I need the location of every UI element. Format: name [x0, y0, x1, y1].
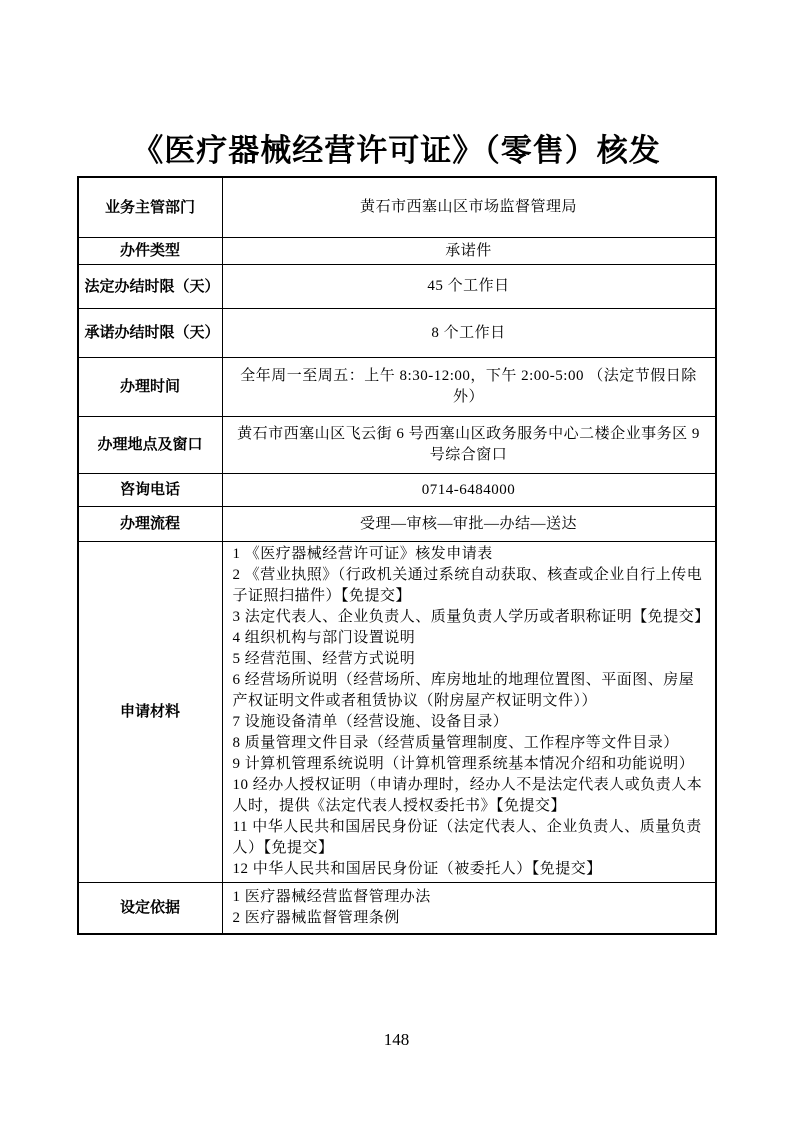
row-label-promised-limit: 承诺办结时限（天） [78, 309, 223, 358]
material-item: 10 经办人授权证明（申请办理时，经办人不是法定代表人或负责人本人时，提供《法定代表人授权委托书》【免提交】 [232, 777, 703, 814]
row-label-statutory-limit: 法定办结时限（天） [78, 265, 223, 309]
material-item: 6 经营场所说明（经营场所、库房地址的地理位置图、平面图、房屋产权证明文件或者租赁协议（附房屋产权证明文件）） [232, 672, 695, 709]
table-row [78, 417, 716, 474]
material-item: 2 《营业执照》（行政机关通过系统自动获取、核查或企业自行上传电子证照扫描件）【免提交】 [232, 567, 703, 604]
row-value-statutory-limit: 45 个工作日 [222, 265, 716, 309]
document-title: 《医疗器械经营许可证》（零售）核发 [132, 133, 661, 168]
material-item: 8 质量管理文件目录（经营质量管理制度、工作程序等文件目录） [232, 735, 679, 751]
material-item: 3 法定代表人、企业负责人、质量负责人学历或者职称证明【免提交】 [232, 609, 710, 625]
row-label-legal-basis: 设定依据 [78, 883, 223, 935]
row-value-phone: 0714-6484000 [222, 474, 716, 507]
row-label-item-type: 办件类型 [78, 238, 223, 265]
material-item: 5 经营范围、经营方式说明 [232, 651, 416, 667]
row-value-process: 受理—审核—审批—办结—送达 [222, 507, 716, 542]
material-item: 4 组织机构与部门设置说明 [232, 630, 416, 646]
row-label-phone: 咨询电话 [78, 474, 223, 507]
service-info-table [77, 176, 717, 935]
table-row [78, 507, 716, 542]
row-label-process: 办理流程 [78, 507, 223, 542]
row-value-office-hours: 全年周一至周五：上午 8:30-12:00，下午 2:00-5:00 （法定节假日除外） [222, 358, 716, 417]
row-label-location: 办理地点及窗口 [78, 417, 223, 474]
material-item: 11 中华人民共和国居民身份证（法定代表人、企业负责人、质量负责人）【免提交】 [232, 819, 702, 856]
row-value-item-type: 承诺件 [222, 238, 716, 265]
row-value-department: 黄石市西塞山区市场监督管理局 [222, 177, 716, 238]
material-item: 9 计算机管理系统说明（计算机管理系统基本情况介绍和功能说明） [232, 756, 695, 772]
legal-basis-item: 1 医疗器械经营监督管理办法 [232, 889, 431, 905]
row-label-office-hours: 办理时间 [78, 358, 223, 417]
table-row [78, 474, 716, 507]
page-number: 148 [383, 1030, 410, 1049]
material-item: 12 中华人民共和国居民身份证（被委托人）【免提交】 [232, 861, 602, 877]
table-row [78, 542, 716, 883]
row-value-location: 黄石市西塞山区飞云街 6 号西塞山区政务服务中心二楼企业事务区 9 号综合窗口 [222, 417, 716, 474]
row-label-department: 业务主管部门 [78, 177, 223, 238]
table-row [78, 238, 716, 265]
table-row [78, 883, 716, 935]
row-label-materials: 申请材料 [78, 542, 223, 883]
row-value-legal-basis [222, 883, 716, 935]
row-value-promised-limit: 8 个工作日 [222, 309, 716, 358]
material-item: 1 《医疗器械经营许可证》核发申请表 [232, 546, 493, 562]
legal-basis-item: 2 医疗器械监督管理条例 [232, 910, 400, 926]
table-row [78, 309, 716, 358]
material-item: 7 设施设备清单（经营设施、设备目录） [232, 714, 509, 730]
table-row [78, 265, 716, 309]
table-row [78, 177, 716, 238]
row-value-materials [222, 542, 716, 883]
table-row [78, 358, 716, 417]
